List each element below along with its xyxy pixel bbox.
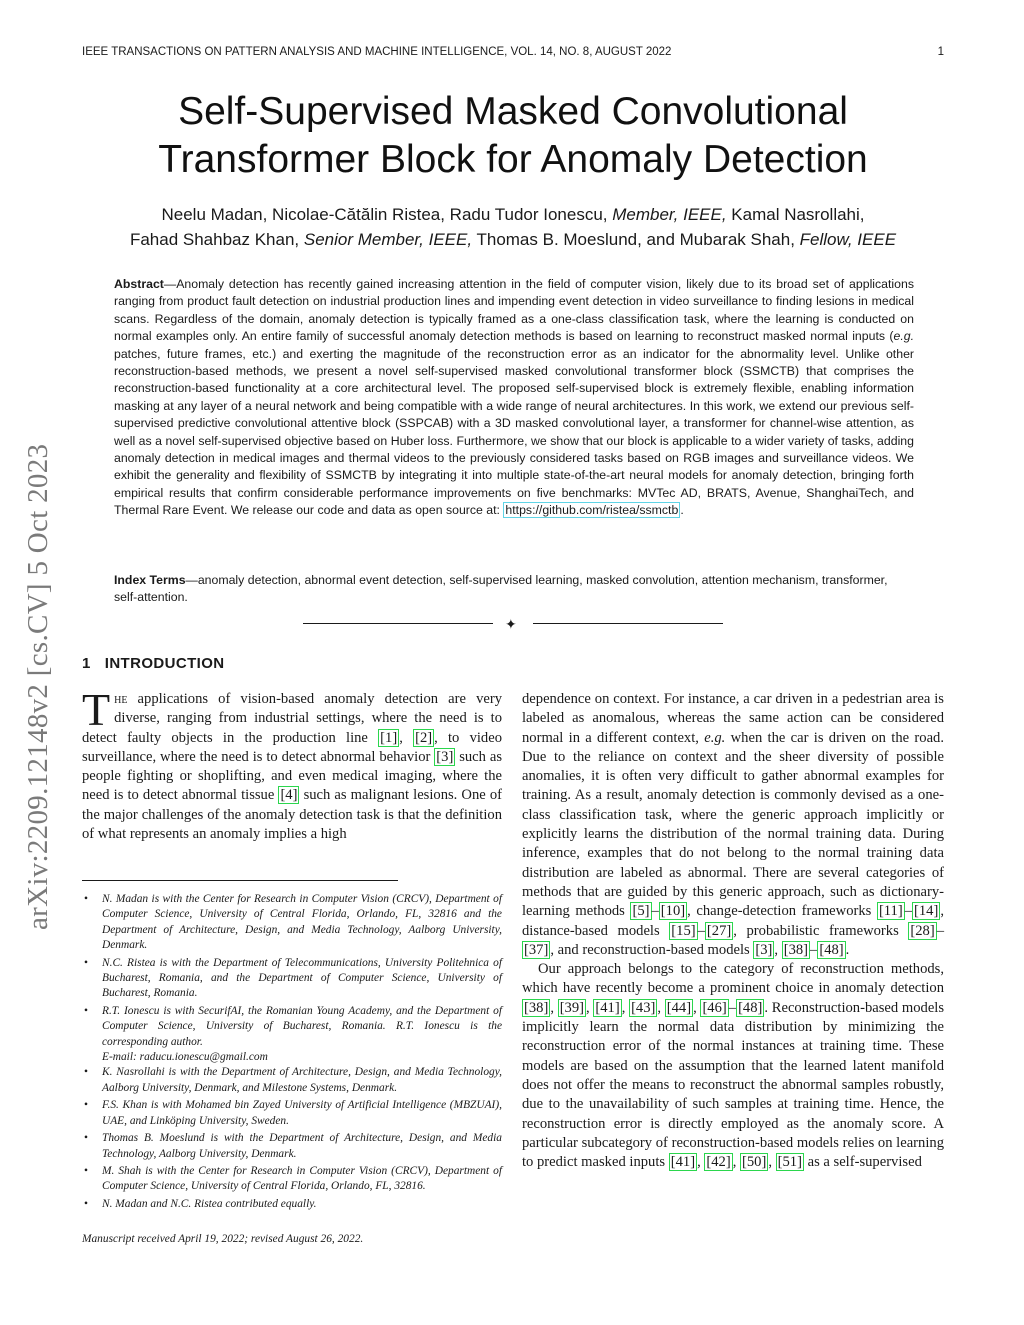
footnote-text: N.C. Ristea is with the Department of Telecommunications, University Politehnica of Bucharest, Romania, and the Department of Computer Science, University of Bucharest, Romania. (102, 956, 502, 1000)
intro-smallcaps: he (114, 691, 128, 707)
bullet-icon: • (84, 1099, 88, 1112)
title-line-1: Self-Supervised Masked Convolutional (178, 90, 848, 133)
bullet-icon: • (84, 1197, 88, 1210)
citation-link[interactable]: [27] (706, 922, 732, 939)
footnote-item (82, 956, 502, 1002)
bullet-icon: • (84, 956, 88, 969)
citation-link[interactable]: [1] (380, 729, 398, 746)
code-url-link[interactable]: https://github.com/ristea/ssmctb (505, 503, 679, 518)
intro-text: , (621, 999, 630, 1016)
footnotes (82, 892, 502, 1214)
section-number: 1 (82, 655, 91, 672)
intro-text: Our approach belongs to the category of reconstruction methods, which have recently become a prominent choice in anomaly detection (522, 961, 944, 997)
intro-paragraph (82, 684, 503, 844)
range-dash: – (936, 922, 944, 939)
intro-text: , distance-based models (522, 903, 944, 939)
authors-text: Kamal Nasrollahi, (726, 205, 865, 224)
intro-left-column (82, 684, 503, 844)
citation-link[interactable]: [44] (666, 999, 692, 1016)
authors-text: Fahad Shahbaz Khan, (129, 230, 304, 249)
citation-link[interactable]: [38] (524, 999, 549, 1016)
index-terms-label: Index Terms (114, 573, 186, 587)
footnote-item (82, 1065, 502, 1096)
abstract-eg: e.g. (893, 329, 914, 344)
bullet-icon: • (84, 1164, 88, 1177)
footnote-item (82, 1131, 502, 1162)
intro-text: , change-detection frameworks (687, 903, 877, 920)
citation-link[interactable]: [37] (524, 941, 549, 958)
abstract-text: patches, future frames, etc.) and exerting the magnitude of the reconstruction error as an indicator for the abnormality level. Unlike other reconstruction-based methods, we present a novel self-supervised masked convolutional transformer block (SSMCTB) that comprises the reconstruction-based functionality at a core architectural level. The proposed self-supervised block is extremely flexible, enabling information masking at any layer of a neural network and being compatible with a wide range of neural architectures. In this work, we extend our previous self-supervised predictive convolutional attentive block (SSPCAB) with a 3D masked convolutional layer, a transformer for channel-wise attention, as well as a novel self-supervised objective based on Huber loss. Furthermore, we show that our block is applicable to a wider variety of tasks, adding anomaly detection in medical images and thermal videos to the previously considered tasks based on RGB images and surveillance videos. We exhibit the generality and flexibility of SSMCTB by integrating it into multiple state-of-the-art neural models for anomaly detection, bringing forth empirical results that confirm considerable performance improvements on five benchmarks: MVTec AD, BRATS, Avenue, ShanghaiTech, and Thermal Rare Event. We release our code and data as open source at: (114, 346, 914, 518)
intro-text: , (732, 1154, 740, 1171)
citation-link[interactable]: [2] (415, 729, 433, 746)
authors-text: Neelu Madan, Nicolae-Cătălin Ristea, Radu Tudor Ionescu, (161, 205, 613, 224)
intro-text: , (586, 999, 594, 1016)
footnote-text: F.S. Khan is with Mohamed bin Zayed University of Artificial Intelligence (MBZUAI), UAE, and Linköping University, Sweden. (102, 1099, 502, 1127)
citation-link[interactable]: [38] (783, 941, 809, 958)
manuscript-note: Manuscript received April 19, 2022; revised August 26, 2022. (82, 1233, 364, 1245)
authors-line-2 (82, 227, 944, 252)
intro-text: dependence on context. For instance, a car driven in a pedestrian area is labeled as anomalous, whereas the same action can be considered normal in a different context, (522, 691, 944, 746)
section-divider (303, 616, 723, 632)
bullet-icon: • (84, 1132, 88, 1145)
bullet-icon: • (84, 893, 88, 905)
citation-link[interactable]: [3] (755, 941, 773, 958)
intro-text: , (768, 1154, 776, 1171)
intro-text: . Reconstruction-based models implicitly learn the normal data distribution by minimizing the reconstruction error of the normal instances at training time. These models are based on the assumption that the learned latent manifold does not offer the means to reconstruct the abnormal samples robustly, due to the unavailability of such samples at training time. Hence, the reconstruction error is directly employed as the anomaly score. A particular subcategory of reconstruction-based models relies on learning to predict masked inputs (522, 999, 945, 1171)
authors-text: Thomas B. Moeslund, and Mubarak Shah, (472, 230, 800, 249)
range-dash: – (810, 941, 818, 958)
intro-right-column (522, 690, 944, 1172)
footnote-text: M. Shah is with the Center for Research in Computer Vision (CRCV), Department of Computer Science, University of Central Florida, Orlando, FL, 32816. (102, 1164, 502, 1193)
citation-link[interactable]: [11] (878, 903, 903, 920)
section-title: INTRODUCTION (104, 655, 225, 672)
citation-link[interactable]: [28] (910, 922, 935, 939)
citation-link[interactable]: [39] (559, 999, 585, 1016)
authors-line-1 (82, 202, 944, 227)
citation-link[interactable]: [14] (914, 903, 939, 920)
intro-text: , and reconstruction-based models (550, 941, 754, 958)
intro-text: such as people fighting or shoplifting, and even medical imaging, where the need is to detect abnormal tissue (82, 748, 502, 804)
running-header (82, 46, 944, 58)
divider-diamond-icon: ✦ (505, 616, 517, 632)
intro-text: , (399, 729, 414, 746)
divider-line (303, 623, 493, 624)
footnote-rule (82, 880, 398, 881)
arxiv-stamp: arXiv:2209.12148v2 [cs.CV] 5 Oct 2023 (22, 443, 54, 930)
abstract-text: . (680, 503, 684, 518)
section-heading (82, 655, 225, 672)
footnote-item (82, 1098, 502, 1129)
range-dash: – (697, 922, 705, 939)
intro-text: , (697, 1154, 705, 1171)
citation-link[interactable]: [10] (660, 903, 686, 920)
bullet-icon: • (84, 1066, 88, 1079)
intro-text: such as malignant lesions. One of the major challenges of the anomaly detection task is that the definition of what represents an anomaly implies a high (82, 787, 502, 843)
title-line-2: Transformer Block for Anomaly Detection (158, 138, 868, 181)
intro-text: , (550, 999, 558, 1016)
divider-line (533, 623, 723, 624)
page-number: 1 (937, 46, 944, 58)
range-dash: – (904, 903, 913, 920)
index-terms-text: —anomaly detection, abnormal event detection, self-supervised learning, masked convolution, attention mechanism, transformer, self-attention. (114, 573, 888, 605)
footnote-text: Thomas B. Moeslund is with the Department of Architecture, Design, and Media Technology, Aalborg University, Denmark. (102, 1132, 502, 1160)
drop-cap: T (82, 684, 111, 735)
intro-text: as a self-supervised (803, 1154, 922, 1171)
intro-text: , to video surveillance, where the need is to detect abnormal behavior (82, 729, 503, 765)
citation-link[interactable]: [50] (741, 1154, 767, 1171)
citation-link[interactable]: [5] (632, 903, 650, 920)
citation-link[interactable]: [43] (631, 999, 656, 1016)
citation-link[interactable]: [15] (671, 922, 696, 939)
citation-link[interactable]: [41] (670, 1154, 696, 1171)
abstract (114, 276, 914, 520)
intro-text: , (693, 999, 701, 1016)
footnote-item (82, 1004, 502, 1066)
intro-text: , (657, 999, 665, 1016)
journal-name: IEEE TRANSACTIONS ON PATTERN ANALYSIS AND MACHINE INTELLIGENCE, VOL. 14, NO. 8, AUGUST 2022 (82, 46, 672, 58)
author-list (82, 202, 944, 252)
footnote-text: N. Madan and N.C. Ristea contributed equally. (102, 1197, 317, 1210)
author-membership: Senior Member, IEEE, (303, 230, 473, 249)
citation-link[interactable]: [48] (819, 941, 844, 958)
citation-link[interactable]: [4] (280, 787, 298, 804)
intro-paragraph (522, 960, 944, 1172)
abstract-text: —Anomaly detection has recently gained increasing attention in the field of computer vision, likely due to its broad set of applications ranging from product fault detection on industrial production lines and impending event detection in video surveillance to finding lesions in medical scans. Regardless of the domain, anomaly detection is typically framed as a one-class classification task, where the learning is conducted on normal examples only. An entire family of successful anomaly detection methods is based on learning to reconstruct masked normal inputs ( (114, 277, 914, 344)
intro-text: , (774, 941, 782, 958)
intro-text: applications of vision-based anomaly detection are very diverse, ranging from industrial settings, where the need is to detect faulty objects in the production line (82, 691, 502, 746)
intro-paragraph (522, 690, 944, 960)
footnote-email: E-mail: raducu.ionescu@gmail.com (102, 1051, 268, 1064)
citation-link[interactable]: [48] (738, 999, 763, 1016)
footnote-text: K. Nasrollahi is with the Department of Architecture, Design, and Media Technology, Aalborg University, Denmark, and Milestone Systems, Denmark. (102, 1066, 502, 1094)
footnote-item (82, 1197, 502, 1212)
bullet-icon: • (84, 1004, 88, 1017)
paper-title (82, 88, 944, 184)
citation-link[interactable]: [46] (702, 999, 727, 1016)
index-terms (114, 572, 914, 607)
intro-text: when the car is driven on the road. Due to the reliance on context and the sheer diversity of possible anomalies, it is often very difficult to gather abnormal examples for training. As a result, anomaly detection is commonly devised as a one-class classification task, where the generic approach implicitly or explicitly learns the distribution of the normal training data. During inference, examples that do not belong to the normal training data distribution are labeled as abnormal. There are several categories of methods that are guided by this generic approach, such as dictionary-learning methods (522, 729, 944, 920)
citation-link[interactable]: [51] (777, 1154, 802, 1171)
citation-link[interactable]: [3] (436, 748, 454, 765)
citation-link[interactable]: [42] (706, 1154, 731, 1171)
abstract-label: Abstract (114, 277, 164, 291)
footnote-text: R.T. Ionescu is with SecurifAI, the Romanian Young Academy, and the Department of Computer Science, University of Bucharest, Romania. R.T. Ionescu is the corresponding author. (102, 1004, 502, 1048)
citation-link[interactable]: [41] (595, 999, 620, 1016)
author-membership: Member, IEEE, (612, 205, 727, 224)
footnote-text: N. Madan is with the Center for Research in Computer Vision (CRCV), Department of Computer Science, University of Central Florida, Orlando, FL, 32816 and the Department of Architecture, Design, and Media Technology, Aalborg University, Denmark. (102, 893, 502, 952)
intro-text: , probabilistic frameworks (733, 922, 909, 939)
footnote-item (82, 1164, 502, 1195)
footnote-item (82, 892, 502, 954)
intro-eg: e.g. (704, 729, 726, 746)
range-dash: – (651, 903, 659, 920)
range-dash: – (728, 999, 737, 1016)
intro-text: . (845, 941, 850, 958)
author-membership: Fellow, IEEE (799, 230, 897, 249)
